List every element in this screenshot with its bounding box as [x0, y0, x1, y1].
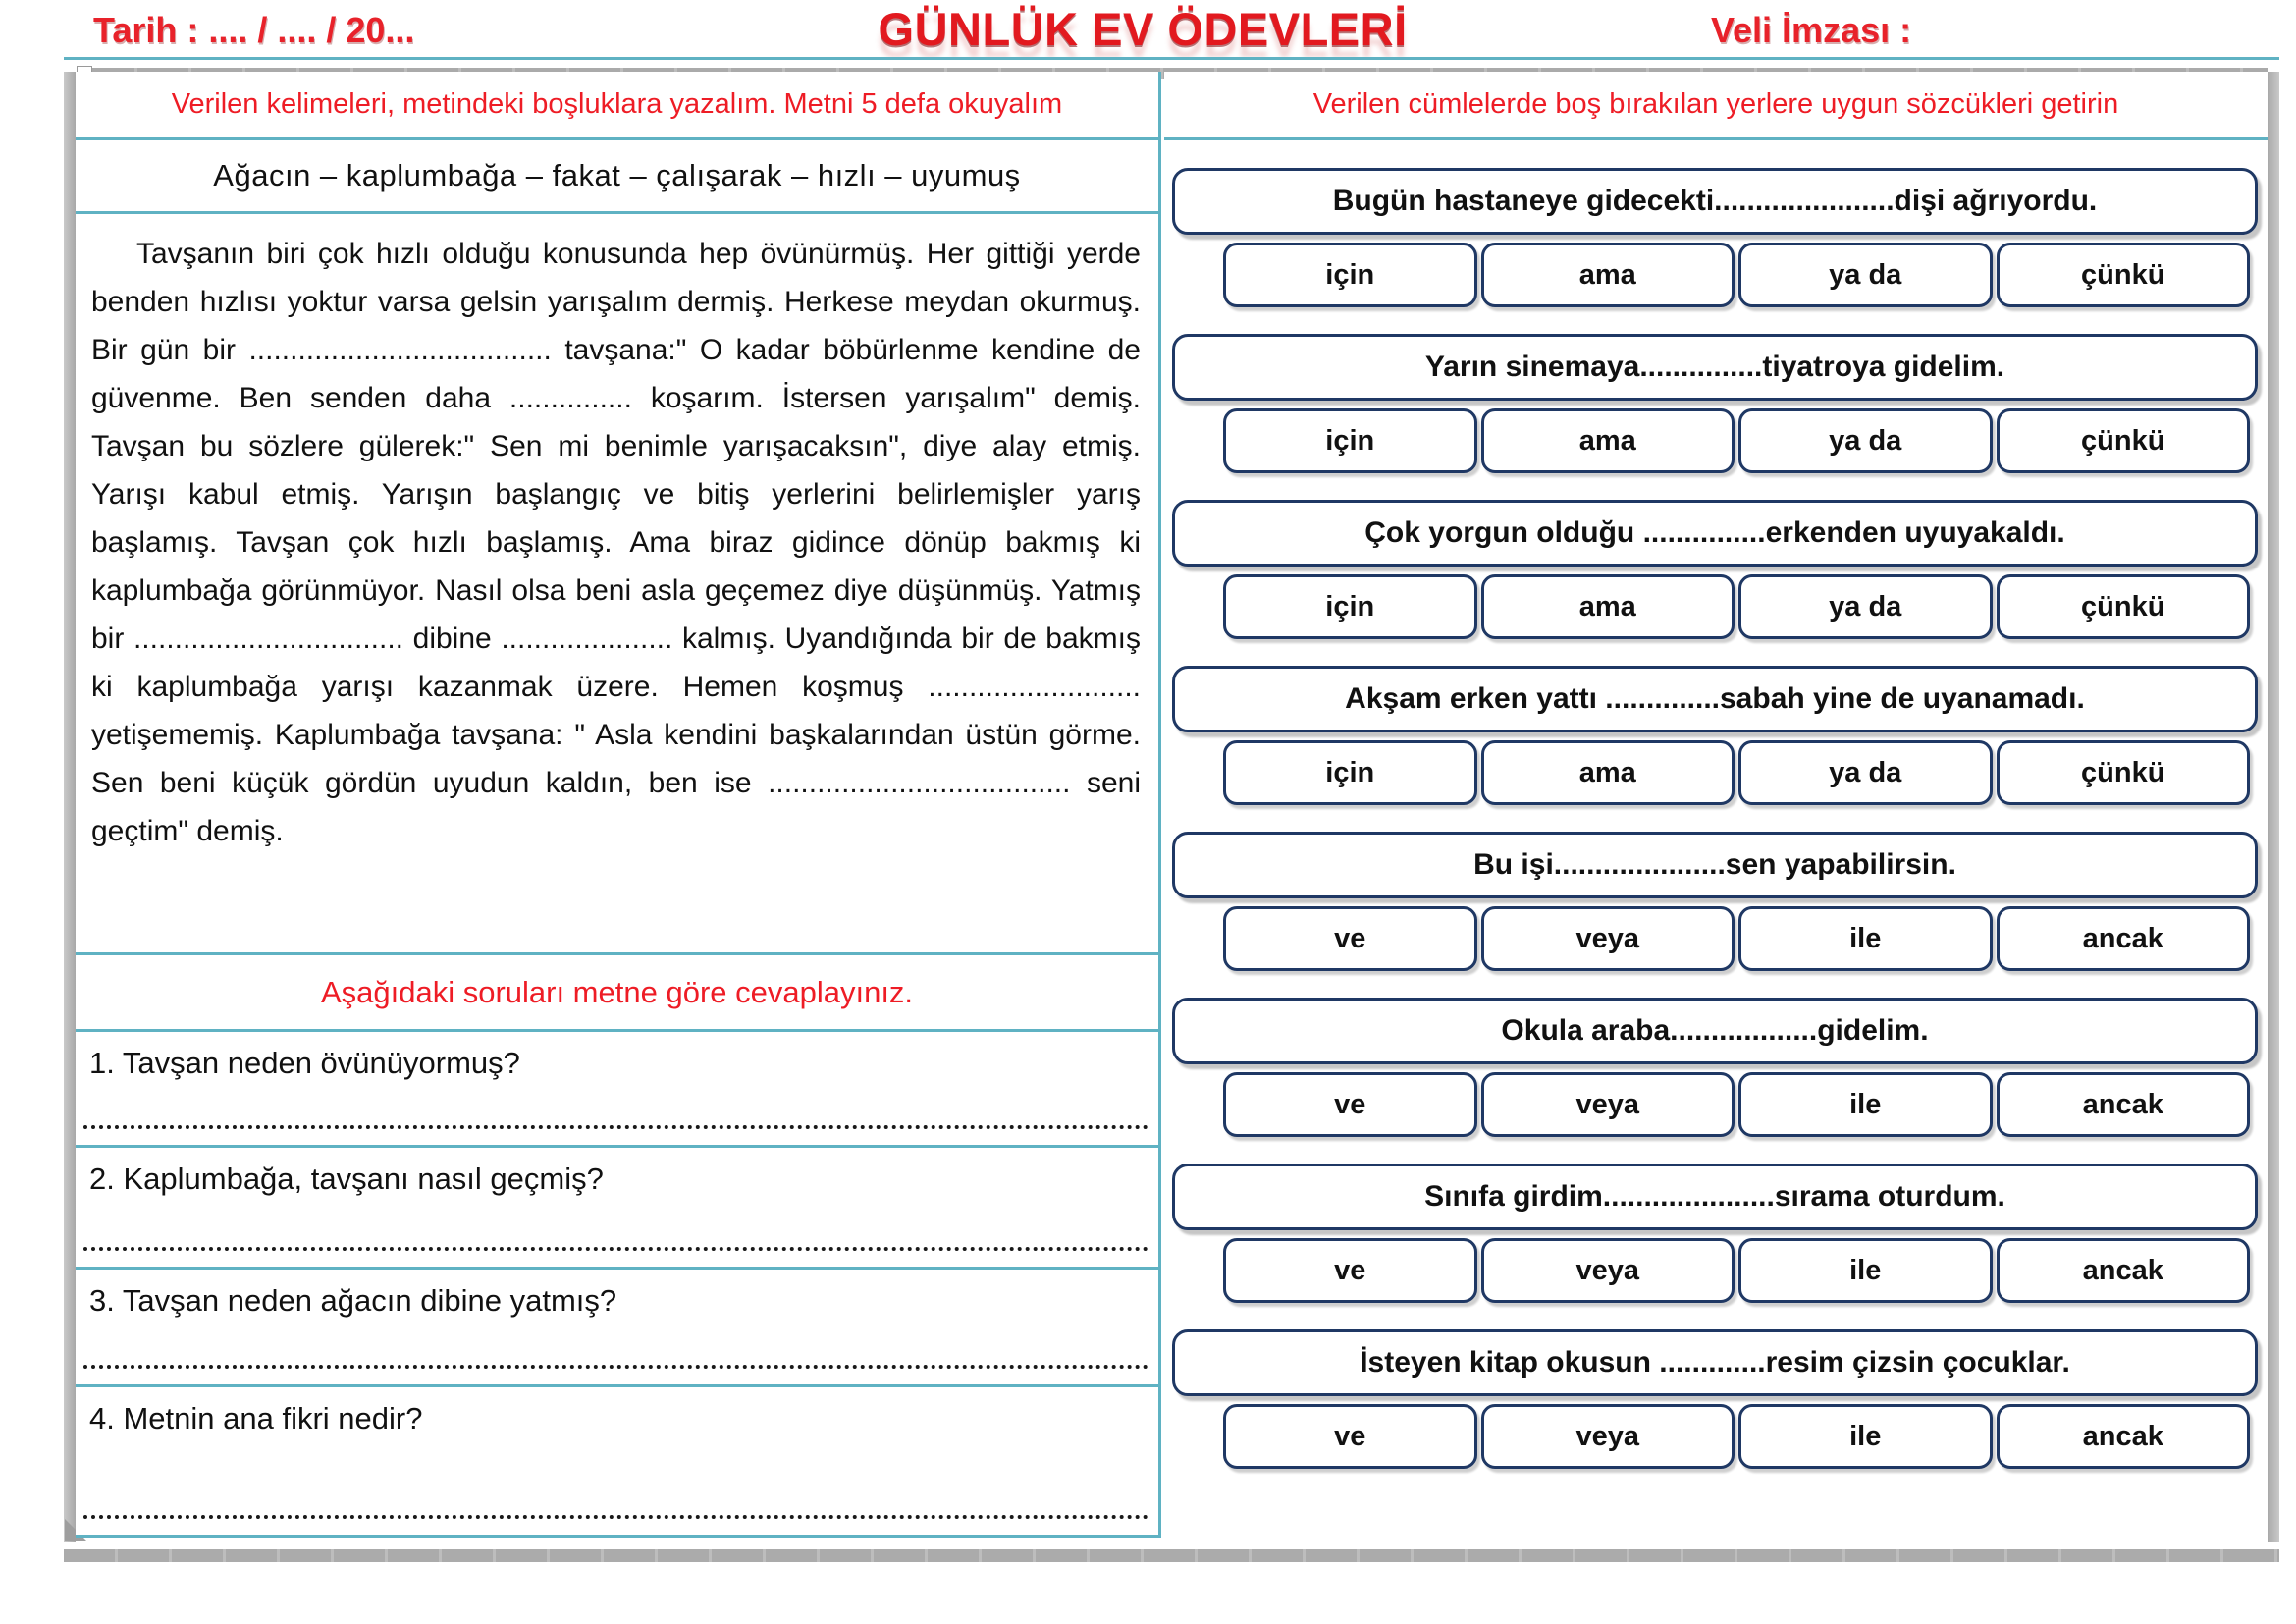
frame-bottom-bar — [64, 1549, 2279, 1562]
exercise-block-1 — [1164, 168, 2268, 307]
left-column — [76, 72, 1161, 1538]
exercise-block-4 — [1164, 666, 2268, 805]
exercise-list — [1164, 140, 2268, 1469]
frame-right-strip — [2268, 72, 2279, 1542]
option-word[interactable]: ama — [1481, 243, 1735, 307]
question-2 — [76, 1148, 1158, 1270]
option-word[interactable]: ile — [1738, 906, 1993, 971]
right-instruction: Verilen cümlelerde boş bırakılan yerlere uygun sözcükleri getirin — [1164, 72, 2268, 140]
exercise-block-3 — [1164, 500, 2268, 639]
option-word[interactable]: ve — [1223, 1238, 1477, 1303]
question-text: 3. Tavşan neden ağacın dibine yatmış? — [89, 1283, 617, 1318]
right-column — [1164, 72, 2268, 1549]
exercise-block-5 — [1164, 832, 2268, 971]
option-word[interactable]: için — [1223, 574, 1477, 639]
option-word[interactable]: ancak — [1997, 1238, 2251, 1303]
question-text: 4. Metnin ana fikri nedir? — [89, 1401, 423, 1435]
option-word[interactable]: ama — [1481, 408, 1735, 473]
option-word[interactable]: ile — [1738, 1072, 1993, 1137]
sentence-box: Akşam erken yattı ..............sabah yine de uyanamadı. — [1172, 666, 2258, 732]
option-word[interactable]: çünkü — [1997, 243, 2251, 307]
option-word[interactable]: veya — [1481, 1072, 1735, 1137]
option-word[interactable]: için — [1223, 408, 1477, 473]
questions-header: Aşağıdaki soruları metne göre cevaplayınız. — [76, 955, 1158, 1032]
option-word[interactable]: ya da — [1738, 408, 1993, 473]
exercise-block-2 — [1164, 334, 2268, 473]
frame-left-strip — [64, 72, 76, 1542]
option-word[interactable]: ancak — [1997, 1072, 2251, 1137]
sentence-box: Bugün hastaneye gidecekti......................dişi ağrıyordu. — [1172, 168, 2258, 235]
option-word[interactable]: ancak — [1997, 1404, 2251, 1469]
option-word[interactable]: veya — [1481, 1404, 1735, 1469]
sentence-box: Sınıfa girdim.....................sırama oturdum. — [1172, 1164, 2258, 1230]
exercise-block-6 — [1164, 998, 2268, 1137]
option-word[interactable]: ile — [1738, 1238, 1993, 1303]
word-bank: Ağacın – kaplumbağa – fakat – çalışarak – hızlı – uyumuş — [76, 140, 1158, 214]
option-word[interactable]: veya — [1481, 1238, 1735, 1303]
option-word[interactable]: ya da — [1738, 574, 1993, 639]
option-word[interactable]: ve — [1223, 906, 1477, 971]
question-4 — [76, 1387, 1158, 1535]
option-word[interactable]: ile — [1738, 1404, 1993, 1469]
sentence-box: Bu işi.....................sen yapabilirsin. — [1172, 832, 2258, 898]
option-word[interactable]: ve — [1223, 1072, 1477, 1137]
exercise-block-7 — [1164, 1164, 2268, 1303]
option-word[interactable]: için — [1223, 740, 1477, 805]
date-label: Tarih : .... / .... / 20... — [93, 10, 415, 50]
sentence-box: Okula araba..................gidelim. — [1172, 998, 2258, 1064]
page-title: GÜNLÜK EV ÖDEVLERİ — [878, 3, 1408, 55]
question-3 — [76, 1270, 1158, 1387]
question-text: 2. Kaplumbağa, tavşanı nasıl geçmiş? — [89, 1162, 604, 1196]
option-word[interactable]: ya da — [1738, 243, 1993, 307]
worksheet-frame — [64, 57, 2279, 1562]
story-text: Tavşanın biri çok hızlı olduğu konusunda hep övünürmüş. Her gittiği yerde benden hızlısı yoktur varsa gelsin yarışalım dermiş. Herkese meydan okurmuş. Bir gün bir ..................................... tavşana:" O kadar böbürlenme kendine de güvenme. Ben senden daha ............... koşarım. İstersen yarışalım" demiş. Tavşan bu sözlere gülerek:" Sen mi benimle yarışacaksın", diye alay etmiş. Yarışı kabul etmiş. Yarışın başlangıç ve bitiş yerlerini belirlemişler yarış başlamış. Tavşan çok hızlı başlamış. Ama biraz gidince dönüp bakmış ki kaplumbağa görünmüyor. Nasıl olsa beni asla geçemez diye düşünmüş. Yatmış bir ................................. dibine ..................... kalmış. Uyandığında bir de bakmış ki kaplumbağa yarışı kazanmak üzere. Hemen koşmuş .......................... yetişememiş. Kaplumbağa tavşana: " Asla kendini başkalarından üstün görme. Sen beni küçük gördün uyudun kaldın, ben ise ..................................... seni geçtim" demiş. — [76, 214, 1158, 955]
question-1 — [76, 1032, 1158, 1148]
answer-line[interactable] — [83, 1365, 1148, 1369]
answer-line[interactable] — [83, 1515, 1148, 1519]
option-word[interactable]: çünkü — [1997, 574, 2251, 639]
option-word[interactable]: ancak — [1997, 906, 2251, 971]
option-word[interactable]: veya — [1481, 906, 1735, 971]
option-word[interactable]: için — [1223, 243, 1477, 307]
sentence-box: İsteyen kitap okusun .............resim çizsin çocuklar. — [1172, 1329, 2258, 1396]
option-word[interactable]: ve — [1223, 1404, 1477, 1469]
top-header-bar — [0, 0, 2296, 57]
option-word[interactable]: ya da — [1738, 740, 1993, 805]
question-text: 1. Tavşan neden övünüyormuş? — [89, 1046, 520, 1080]
answer-line[interactable] — [83, 1125, 1148, 1129]
answer-line[interactable] — [83, 1247, 1148, 1251]
option-word[interactable]: çünkü — [1997, 408, 2251, 473]
sentence-box: Çok yorgun olduğu ...............erkenden uyuyakaldı. — [1172, 500, 2258, 567]
exercise-block-8 — [1164, 1329, 2268, 1469]
option-word[interactable]: ama — [1481, 574, 1735, 639]
sentence-box: Yarın sinemaya...............tiyatroya gidelim. — [1172, 334, 2258, 401]
left-instruction: Verilen kelimeleri, metindeki boşluklara yazalım. Metni 5 defa okuyalım — [76, 72, 1158, 140]
parent-signature-label: Veli İmzası : — [1711, 10, 1912, 50]
option-word[interactable]: çünkü — [1997, 740, 2251, 805]
option-word[interactable]: ama — [1481, 740, 1735, 805]
